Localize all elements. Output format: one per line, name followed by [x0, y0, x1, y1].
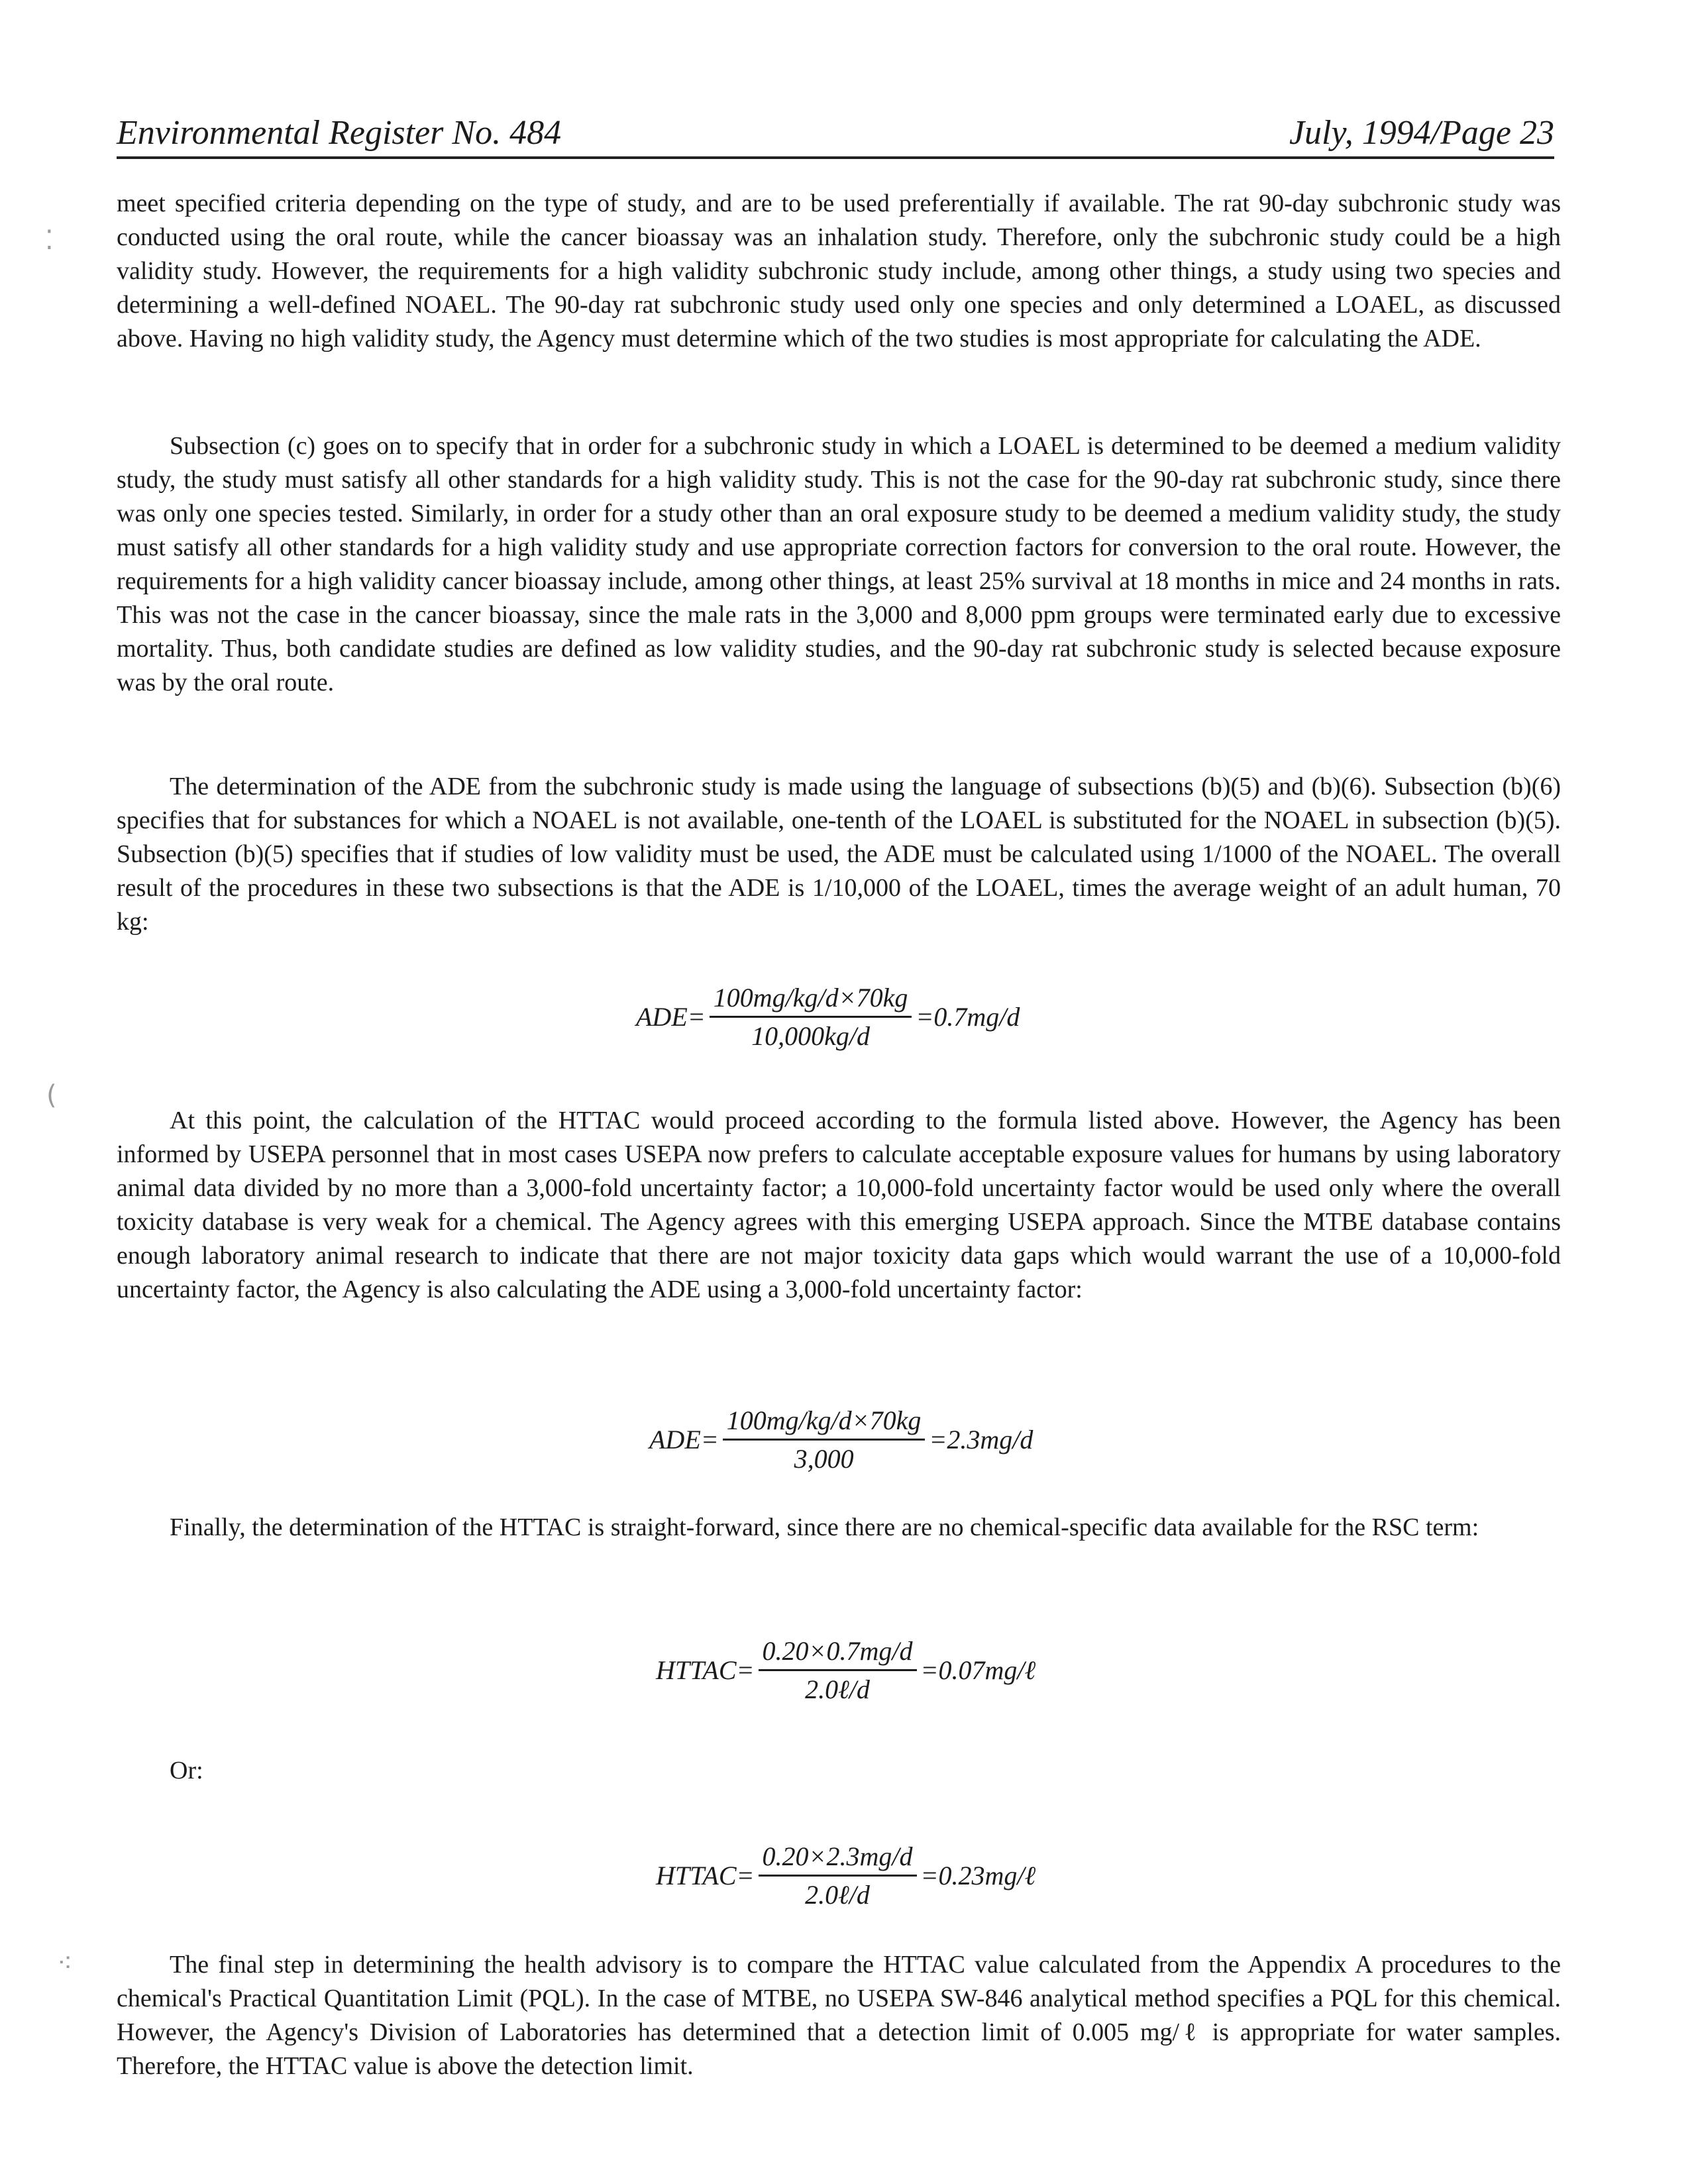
equation-fraction	[723, 1405, 926, 1474]
equation-result: =2.3mg/d	[929, 1425, 1034, 1454]
paragraph-5: Finally, the determination of the HTTAC is straight-forward, since there are no chemical-specific data available for the RSC term:	[170, 1513, 1479, 1541]
paragraph-3: The determination of the ADE from the subchronic study is made using the language of subsections (b)(5) and (b)(6). Subsection (b)(6) specifies that for substances for which a NOAEL is not available, one-tenth of the LOAEL is substituted for the NOAEL in subsection (b)(5). Subsection (b)(5) specifies that if studies of low validity must be used, the ADE must be calculated using 1/1000 of the NOAEL. The overall result of the procedures in these two subsections is that the ADE is 1/10,000 of the LOAEL, times the average weight of an adult human, 70 kg:	[117, 773, 1561, 936]
equation-ade-10000	[636, 982, 1020, 1052]
paragraph-2: Subsection (c) goes on to specify that in order for a subchronic study in which a LOAEL is determined to be deemed a medium validity study, the study must satisfy all other standards for a high validity study. This is not the case for the 90-day rat subchronic study, since there was only one species tested. Similarly, in order for a study other than an oral exposure study to be deemed a medium validity study, the study must satisfy all other standards for a high validity study and use appropriate correction factors for conversion to the oral route. However, the requirements for a high validity cancer bioassay include, among other things, at least 25% survival at 18 months in mice and 24 months in rats. This was not the case in the cancer bioassay, since the male rats in the 3,000 and 8,000 ppm groups were terminated early due to excessive mortality. Thus, both candidate studies are defined as low validity studies, and the 90-day rat subchronic study is selected because exposure was by the oral route.	[117, 432, 1561, 696]
equation-lhs: ADE=	[636, 1002, 706, 1032]
equation-fraction	[759, 1841, 917, 1910]
equation-ade-3000	[649, 1405, 1033, 1474]
equation-denominator: 10,000kg/d	[751, 1021, 870, 1051]
equation-httac-07	[656, 1635, 1035, 1705]
scan-speck-icon: ⁚	[45, 225, 54, 256]
or-label: Or:	[170, 1757, 203, 1784]
equation-fraction	[759, 1635, 917, 1705]
equation-lhs: HTTAC=	[656, 1655, 755, 1685]
scan-speck-icon: (	[46, 1080, 57, 1111]
equation-denominator: 2.0ℓ/d	[805, 1674, 870, 1704]
equation-denominator: 3,000	[794, 1444, 854, 1474]
paragraph-1: meet specified criteria depending on the type of study, and are to be used preferentially if available. The rat 90-day subchronic study was conducted using the oral route, while the cancer bioassay was an inhalation study. Therefore, only the subchronic study could be a high validity study. However, the requirements for a high validity subchronic study include, among other things, a study using two species and determining a well-defined NOAEL. The 90-day rat subchronic study used only one species and only determined a LOAEL, as discussed above. Having no high validity study, the Agency must determine which of the two studies is most appropriate for calculating the ADE.	[117, 190, 1561, 353]
header-date-page: July, 1994/Page 23	[1289, 114, 1554, 152]
equation-numerator: 100mg/kg/d×70kg	[723, 1405, 926, 1441]
equation-numerator: 0.20×0.7mg/d	[759, 1635, 917, 1671]
equation-fraction	[710, 982, 912, 1052]
page-header	[117, 106, 1554, 159]
equation-denominator: 2.0ℓ/d	[805, 1880, 870, 1910]
equation-result: =0.23mg/ℓ	[920, 1861, 1036, 1890]
paragraph-4: At this point, the calculation of the HTTAC would proceed according to the formula listed above. However, the Agency has been informed by USEPA personnel that in most cases USEPA now prefers to calculate acceptable exposure values for humans by using laboratory animal data divided by no more than a 3,000-fold uncertainty factor; a 10,000-fold uncertainty factor would be used only where the overall toxicity database is very weak for a chemical. The Agency agrees with this emerging USEPA approach. Since the MTBE database contains enough laboratory animal research to indicate that there are not major toxicity data gaps which would warrant the use of a 10,000-fold uncertainty factor, the Agency is also calculating the ADE using a 3,000-fold uncertainty factor:	[117, 1107, 1561, 1303]
paragraph-6: The final step in determining the health advisory is to compare the HTTAC value calculated from the Appendix A procedures to the chemical's Practical Quantitation Limit (PQL). In the case of MTBE, no USEPA SW-846 analytical method specifies a PQL for this chemical. However, the Agency's Division of Laboratories has determined that a detection limit of 0.005 mg/ℓ is appropriate for water samples. Therefore, the HTTAC value is above the detection limit.	[117, 1951, 1561, 2080]
equation-numerator: 0.20×2.3mg/d	[759, 1841, 917, 1877]
scan-speck-icon: ⁖	[57, 1948, 73, 1979]
header-publication: Environmental Register No. 484	[117, 114, 562, 152]
equation-httac-23	[656, 1841, 1035, 1910]
equation-result: =0.07mg/ℓ	[920, 1655, 1036, 1685]
equation-lhs: ADE=	[649, 1425, 719, 1454]
equation-numerator: 100mg/kg/d×70kg	[710, 982, 912, 1018]
header-rule	[117, 156, 1554, 159]
equation-lhs: HTTAC=	[656, 1861, 755, 1890]
equation-result: =0.7mg/d	[916, 1002, 1020, 1032]
